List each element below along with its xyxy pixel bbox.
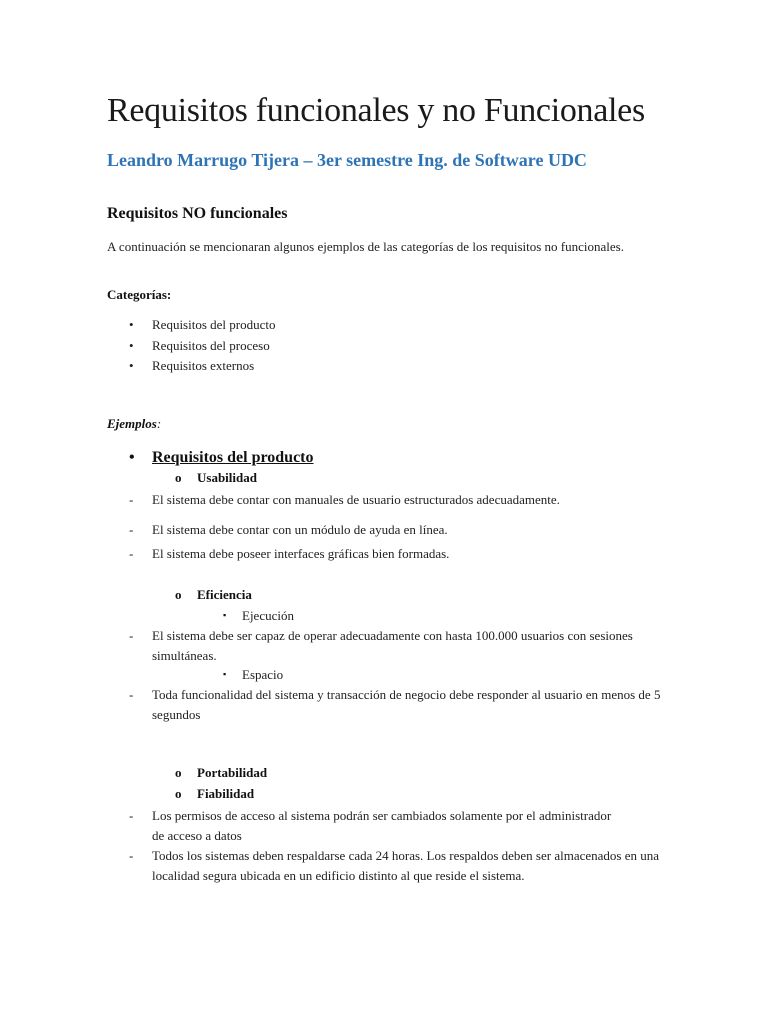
author-subtitle: Leandro Marrugo Tijera – 3er semestre Ing. de Software UDC	[107, 150, 587, 170]
category-item: Requisitos externos	[152, 358, 255, 373]
fiabilidad-item: Los permisos de acceso al sistema podrán ser cambiados solamente por el administrador de acceso a datos	[152, 808, 612, 843]
square-bullet-icon: ▪	[223, 669, 227, 679]
dash-icon: -	[129, 492, 134, 507]
examples-label	[107, 416, 161, 432]
bullet-icon: •	[129, 449, 135, 466]
usabilidad-item: El sistema debe poseer interfaces gráficas bien formadas.	[152, 546, 450, 561]
examples-label-text: Ejemplos	[107, 416, 157, 431]
dash-icon: -	[129, 687, 134, 702]
fiabilidad-item: Todos los sistemas deben respaldarse cada 24 horas. Los respaldos deben ser almacenados en una localidad segura ubicada en un edificio distinto al que reside el sistema.	[152, 848, 660, 883]
dash-icon: -	[129, 808, 134, 823]
dash-icon: -	[129, 628, 134, 643]
bullet-icon: •	[129, 338, 134, 353]
bullet-icon: •	[129, 317, 134, 332]
usabilidad-item: El sistema debe contar con manuales de usuario estructurados adecuadamente.	[152, 492, 560, 507]
ejecucion-label: Ejecución	[242, 608, 294, 623]
bullet-icon: •	[129, 358, 134, 373]
circle-bullet-icon: o	[175, 765, 182, 780]
eficiencia-label: Eficiencia	[197, 587, 252, 602]
dash-icon: -	[129, 546, 134, 561]
circle-bullet-icon: o	[175, 786, 182, 801]
product-heading: Requisitos del producto	[152, 449, 314, 466]
ejecucion-item: El sistema debe ser capaz de operar adecuadamente con hasta 100.000 usuarios con sesiones simultáneas.	[152, 628, 633, 663]
usabilidad-item: El sistema debe contar con un módulo de ayuda en línea.	[152, 522, 448, 537]
square-bullet-icon: ▪	[223, 610, 227, 620]
dash-icon: -	[129, 848, 134, 863]
categories-label: Categorías:	[107, 287, 172, 302]
circle-bullet-icon: o	[175, 587, 182, 602]
espacio-label: Espacio	[242, 667, 284, 682]
intro-paragraph: A continuación se mencionaran algunos ejemplos de las categorías de los requisitos no funcionales.	[107, 239, 624, 254]
category-item: Requisitos del proceso	[152, 338, 270, 353]
espacio-item: Toda funcionalidad del sistema y transacción de negocio debe responder al usuario en menos de 5 segundos	[152, 687, 661, 722]
circle-bullet-icon: o	[175, 470, 182, 485]
section-heading: Requisitos NO funcionales	[107, 205, 288, 222]
examples-colon: :	[156, 416, 162, 431]
page-title: Requisitos funcionales y no Funcionales	[107, 92, 645, 129]
portabilidad-label: Portabilidad	[197, 765, 268, 780]
dash-icon: -	[129, 522, 134, 537]
fiabilidad-label: Fiabilidad	[197, 786, 255, 801]
category-item: Requisitos del producto	[152, 317, 276, 332]
usabilidad-label: Usabilidad	[197, 470, 257, 485]
